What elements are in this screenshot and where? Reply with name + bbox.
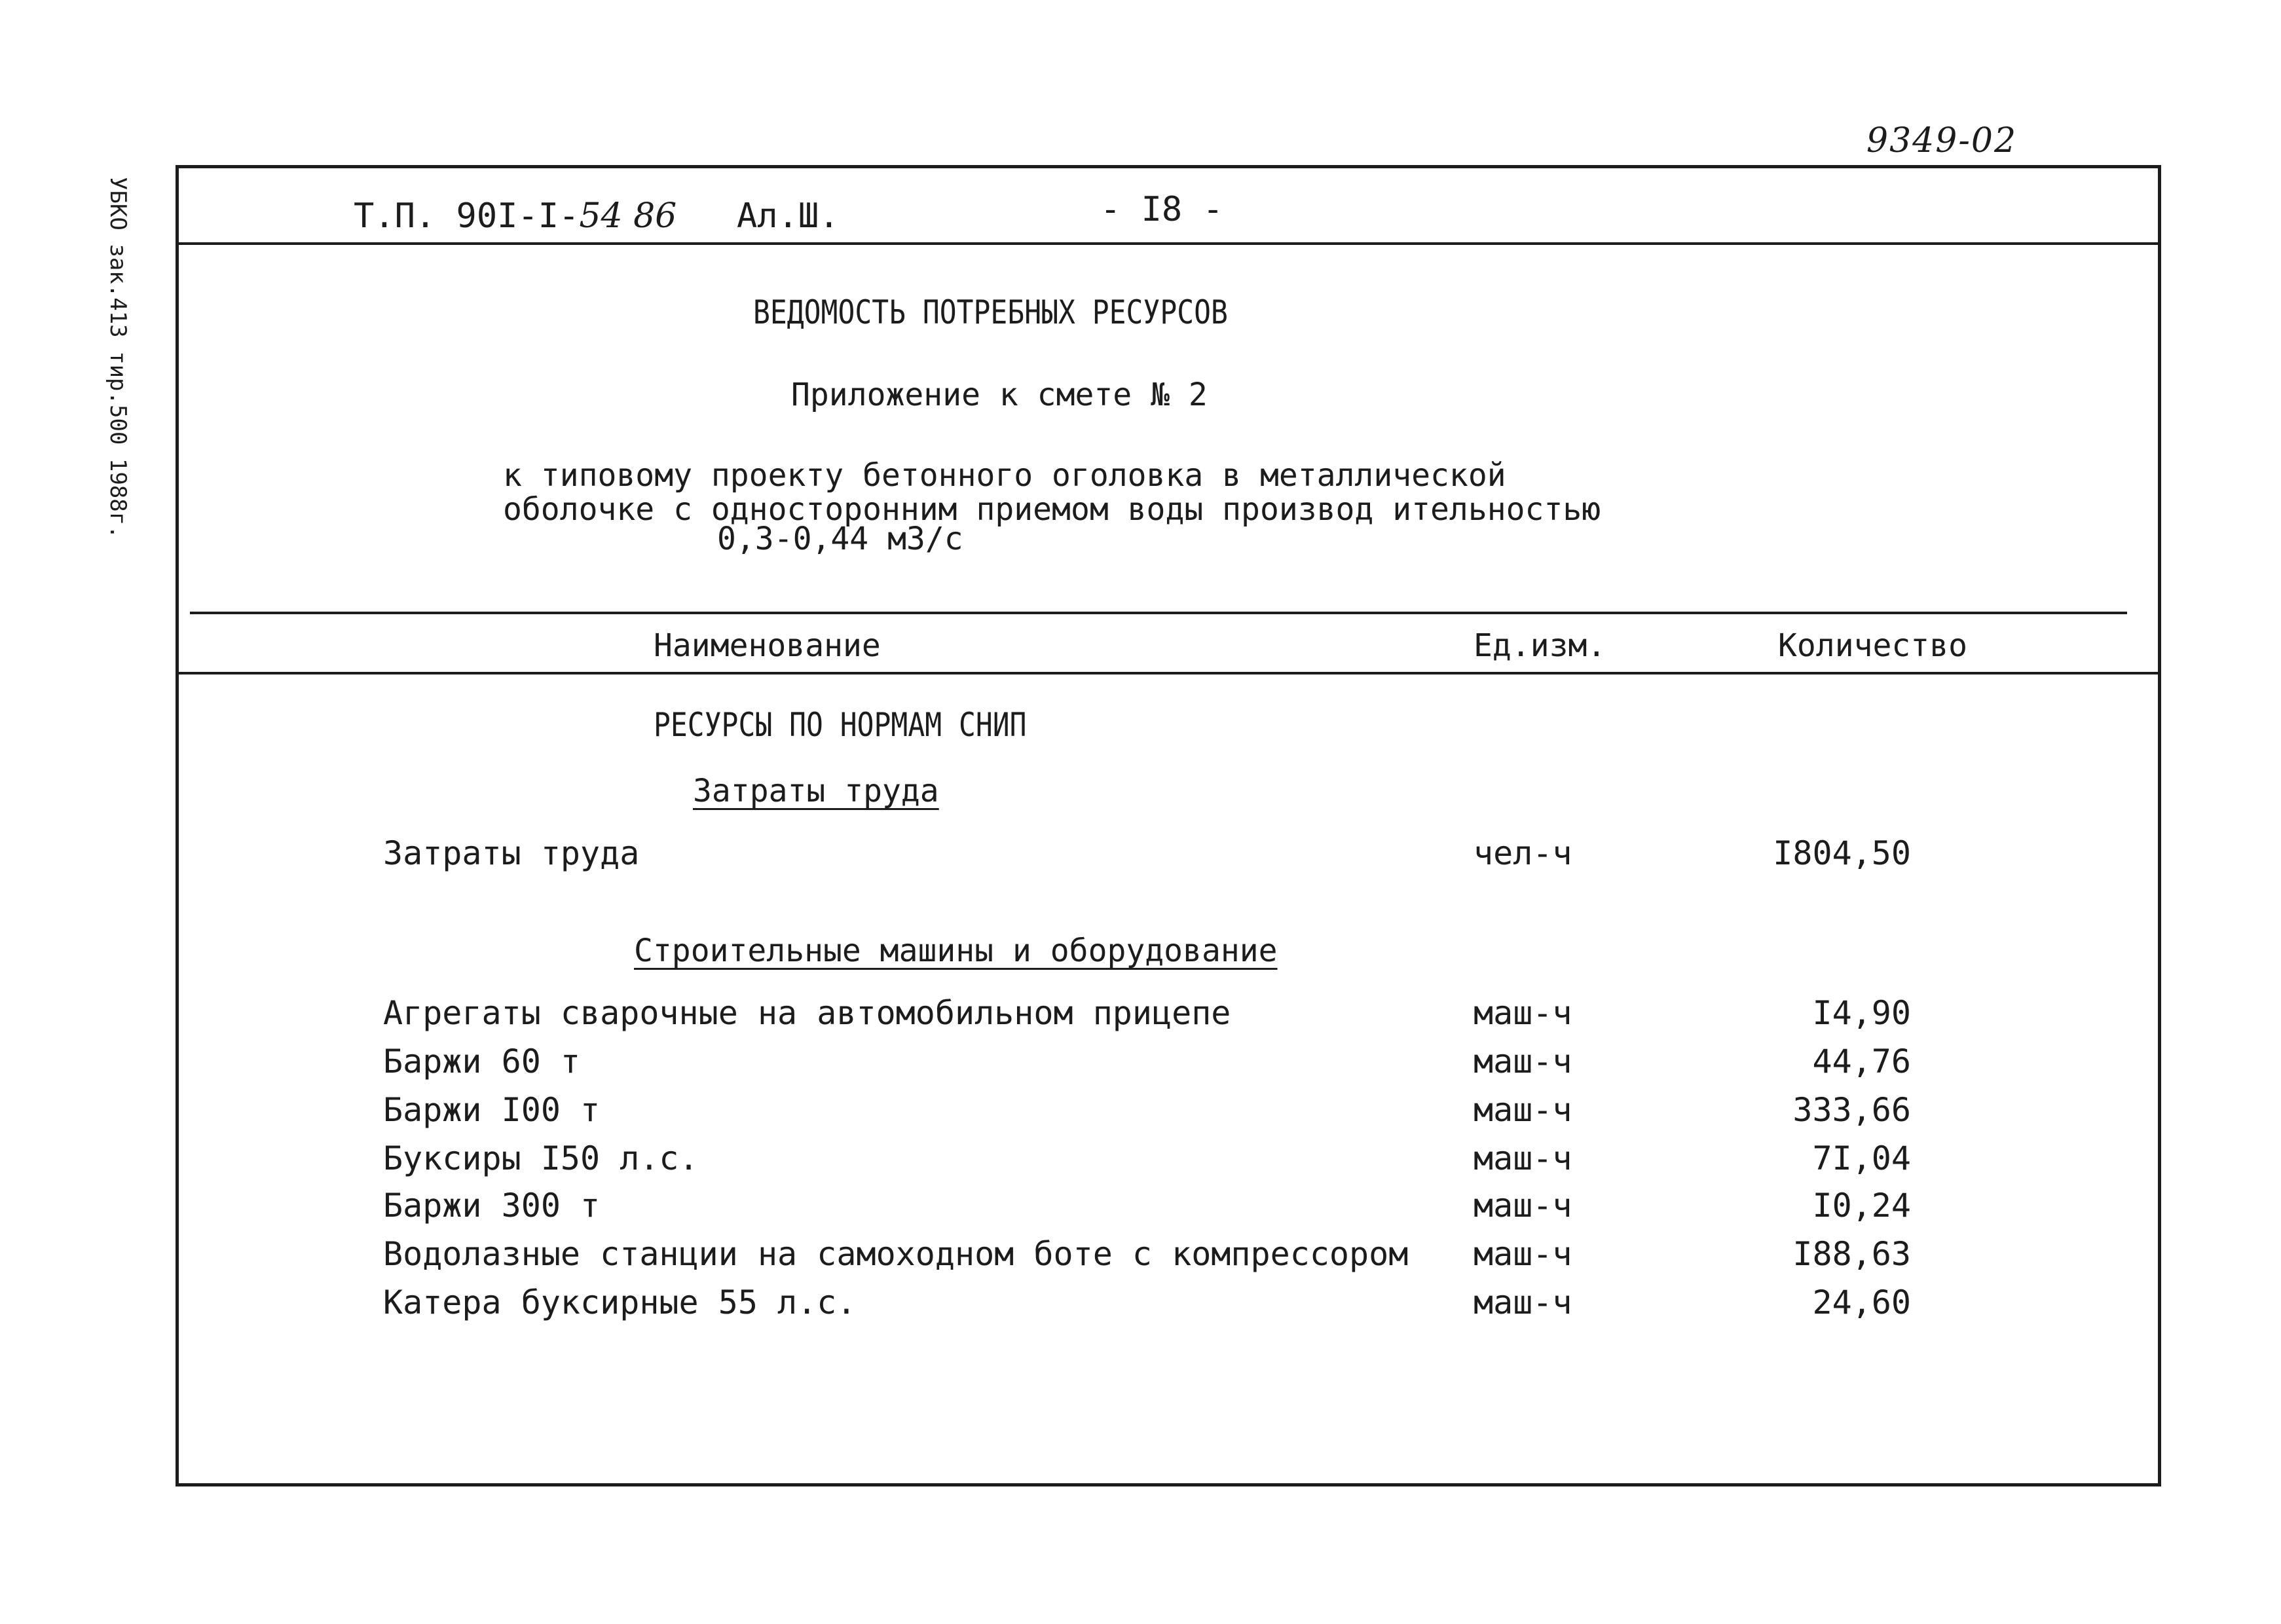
page-number: - I8 - (1100, 190, 1223, 229)
row-quantity: 7I,04 (1812, 1139, 1911, 1177)
description-line-3: 0,3-0,44 м3/с (717, 521, 963, 557)
row-quantity: I804,50 (1773, 834, 1911, 872)
row-unit: маш-ч (1474, 1043, 1572, 1080)
row-unit: маш-ч (1474, 1187, 1572, 1225)
row-name: Катера буксирные 55 л.с. (383, 1283, 857, 1321)
labor-heading: Затраты труда (693, 773, 939, 809)
row-name: Баржи 60 т (383, 1043, 581, 1080)
column-header-unit: Ед.изм. (1474, 627, 1606, 664)
table-row (383, 834, 640, 872)
print-run-stamp: УБКО зак.413 тир.500 1988г. (105, 177, 131, 539)
section-title: РЕСУРСЫ ПО НОРМАМ СНИП (654, 706, 1027, 744)
row-name: Баржи I00 т (383, 1091, 601, 1129)
row-quantity: I88,63 (1792, 1235, 1911, 1273)
row-quantity: 333,66 (1792, 1091, 1911, 1129)
table-header-top-rule (190, 612, 2127, 614)
column-header-name: Наименование (654, 627, 881, 664)
row-unit: маш-ч (1474, 1139, 1572, 1177)
row-quantity: 44,76 (1812, 1043, 1911, 1080)
row-name: Баржи 300 т (383, 1187, 601, 1225)
header-divider (178, 242, 2160, 245)
row-name: Затраты труда (383, 834, 640, 872)
row-name: Буксиры I50 л.с. (383, 1139, 699, 1177)
project-code (354, 196, 677, 236)
description-line-1: к типовому проекту бетонного оголовка в металлической (503, 457, 1506, 494)
handwritten-document-number: 9349-02 (1866, 121, 2018, 160)
row-name: Водолазные станции на самоходном боте с компрессором (383, 1235, 1409, 1273)
row-name: Агрегаты сварочные на автомобильном прицепе (383, 994, 1231, 1032)
machines-heading: Строительные машины и оборудование (634, 932, 1278, 969)
row-quantity: 24,60 (1812, 1283, 1911, 1321)
album-number: Ал.Ш. (737, 196, 840, 236)
row-unit: маш-ч (1474, 1235, 1572, 1273)
project-code-prefix: Т.П. 90I-I- (354, 196, 580, 236)
project-code-suffix: 54 86 (579, 196, 677, 236)
document-subtitle: Приложение к смете № 2 (791, 377, 1208, 413)
row-unit: маш-ч (1474, 994, 1572, 1032)
row-unit: маш-ч (1474, 1091, 1572, 1129)
row-quantity: I0,24 (1812, 1187, 1911, 1225)
column-header-quantity: Количество (1778, 627, 1967, 664)
row-unit: маш-ч (1474, 1283, 1572, 1321)
row-unit: чел-ч (1474, 834, 1572, 872)
table-header-bottom-rule (178, 672, 2160, 674)
description-line-2: оболочке с односторонним приемом воды производ ительностью (503, 491, 1601, 528)
row-quantity: I4,90 (1812, 994, 1911, 1032)
document-title: ВЕДОМОСТЬ ПОТРЕБНЫХ РЕСУРСОВ (753, 293, 1228, 331)
